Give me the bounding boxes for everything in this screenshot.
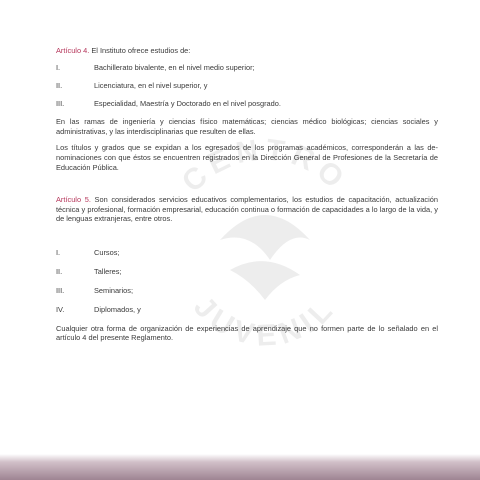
watermark-bottom-text: JUVENIL	[187, 290, 343, 353]
article-5-intro	[56, 195, 438, 224]
list-item-number: I.	[56, 247, 61, 257]
list-item-number: IV.	[56, 304, 65, 314]
watermark-top-text: CENTRO	[175, 133, 355, 199]
list-item-text: Especialidad, Maestría y Doctorado en el nivel posgrado.	[94, 98, 281, 108]
list-item-number: I.	[56, 62, 61, 72]
article-5-closing: Cualquier otra forma de organización de experiencias de aprendizaje que no formen parte de lo señalado en el artículo 4 del presente Reglamento.	[56, 323, 438, 343]
list-item-text: Seminarios;	[94, 285, 134, 295]
article-4-paragraph-1: En las ramas de ingeniería y ciencias físico matemáticas; ciencias médico biológicas; ciencias sociales y administrativas, y las interdisciplinarias que resulten de ellas.	[56, 117, 438, 136]
list-item	[56, 305, 438, 315]
list-item	[56, 99, 438, 109]
article-4-intro-text: El Instituto ofrece estudios de:	[89, 46, 191, 55]
article-4-paragraph-2: Los títulos y grados que se expidan a los egresados de los programas académicos, corresponderán a las de- nominaciones con que éstos se encuentren registrados en la Dirección General de Profesiones de la Secretaría de Educación Pública.	[56, 143, 438, 172]
list-item-number: II.	[56, 266, 63, 276]
document-body	[56, 46, 438, 350]
list-item-text: Talleres;	[94, 266, 122, 276]
list-item	[56, 286, 438, 296]
list-item	[56, 267, 438, 277]
list-item-text: Cursos;	[94, 247, 120, 257]
article-4-heading: Artículo 4.	[56, 46, 90, 55]
article-5-heading: Artículo 5.	[56, 195, 91, 205]
list-item-text: Diplomados, y	[94, 304, 141, 314]
article-5-intro-text: Son considerados servicios educativos complementarios, los estudios de capacitación, actualización técnica y profesional, formación empresarial, educación continua o formación de capacidades a lo largo de la vida, y de lenguas extranjeras, entre otros.	[56, 195, 438, 224]
list-item-number: III.	[56, 98, 65, 108]
list-item	[56, 248, 438, 258]
list-item	[56, 81, 438, 91]
list-item-number: II.	[56, 80, 63, 90]
list-item-text: Bachillerato bivalente, en el nivel medio superior;	[94, 62, 255, 72]
list-item	[56, 63, 438, 73]
article-4-intro	[56, 46, 438, 56]
list-item-text: Licenciatura, en el nivel superior, y	[94, 80, 208, 90]
list-item-number: III.	[56, 285, 65, 295]
footer-band	[0, 454, 480, 480]
